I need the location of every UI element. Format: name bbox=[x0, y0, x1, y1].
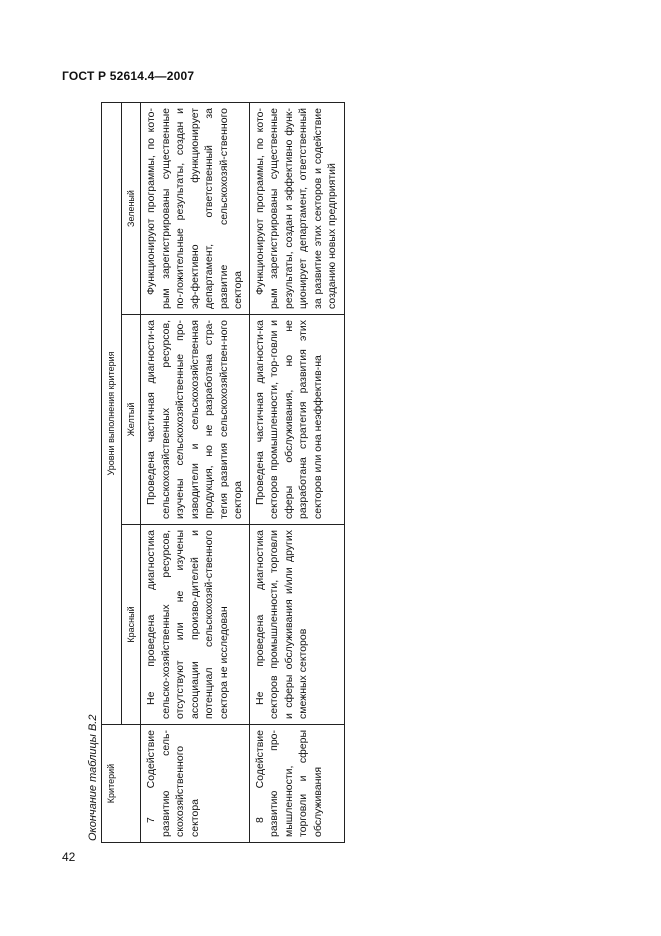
header-levels: Уровни выполнения критерия bbox=[102, 102, 122, 724]
document-code-header: ГОСТ Р 52614.4—2007 bbox=[62, 69, 195, 83]
red-cell: Не проведена диагностика секторов промышленности, торговли и сферы обслуживания и/или других смежных секторов bbox=[249, 525, 344, 725]
table-row bbox=[249, 102, 344, 842]
red-cell: Не проведена диагностика сельско-хозяйственных ресурсов, отсутствуют или не изучены ассоциации произво-дителей и потенциал сельскохозяй-ственного сектора не исследован bbox=[141, 525, 250, 725]
header-yellow: Желтый bbox=[121, 315, 141, 525]
header-red: Красный bbox=[121, 525, 141, 725]
yellow-cell: Проведена частичная диагности-ка секторов промышленности, тор-говли и сферы обслуживания, но не разработана стратегия развития этих секторов или она неэффектив-на bbox=[249, 315, 344, 525]
criterion-cell: 7 Содействие развитию сель-скохозяйственного сектора bbox=[141, 725, 250, 843]
green-cell: Функционируют программы, по кото-рым зарегистрированы существенные по-ложительные результаты, создан и эф-фективно функционирует департамент, ответственный за развитие сельскохозяй-ственного сектора bbox=[141, 102, 250, 314]
yellow-cell: Проведена частичная диагности-ка сельскохозяйственных ресурсов, изучены сельскохозяйственные про-изводители и сельскохозяйственная продукция, но не разработана стра-тегия развития сельскохозяйствен-ного сектора bbox=[141, 315, 250, 525]
table-row bbox=[141, 102, 250, 842]
header-criterion: Критерий bbox=[102, 725, 141, 843]
page-number: 42 bbox=[62, 850, 76, 864]
rotated-table-block bbox=[84, 103, 620, 843]
header-green: Зеленый bbox=[121, 102, 141, 314]
criteria-table bbox=[101, 102, 345, 843]
criterion-cell: 8 Содействие развитию про-мышленности, торговли и сферы обслуживания bbox=[249, 725, 344, 843]
green-cell: Функционируют программы, по кото-рым зарегистрированы существенные результаты, создан и эффективно функ-ционирует департамент, ответственный за развитие этих секторов и содействие созданию новых предприятий bbox=[249, 102, 344, 314]
table-caption: Окончание таблицы В.2 bbox=[87, 714, 99, 841]
table-header-row bbox=[102, 102, 122, 842]
